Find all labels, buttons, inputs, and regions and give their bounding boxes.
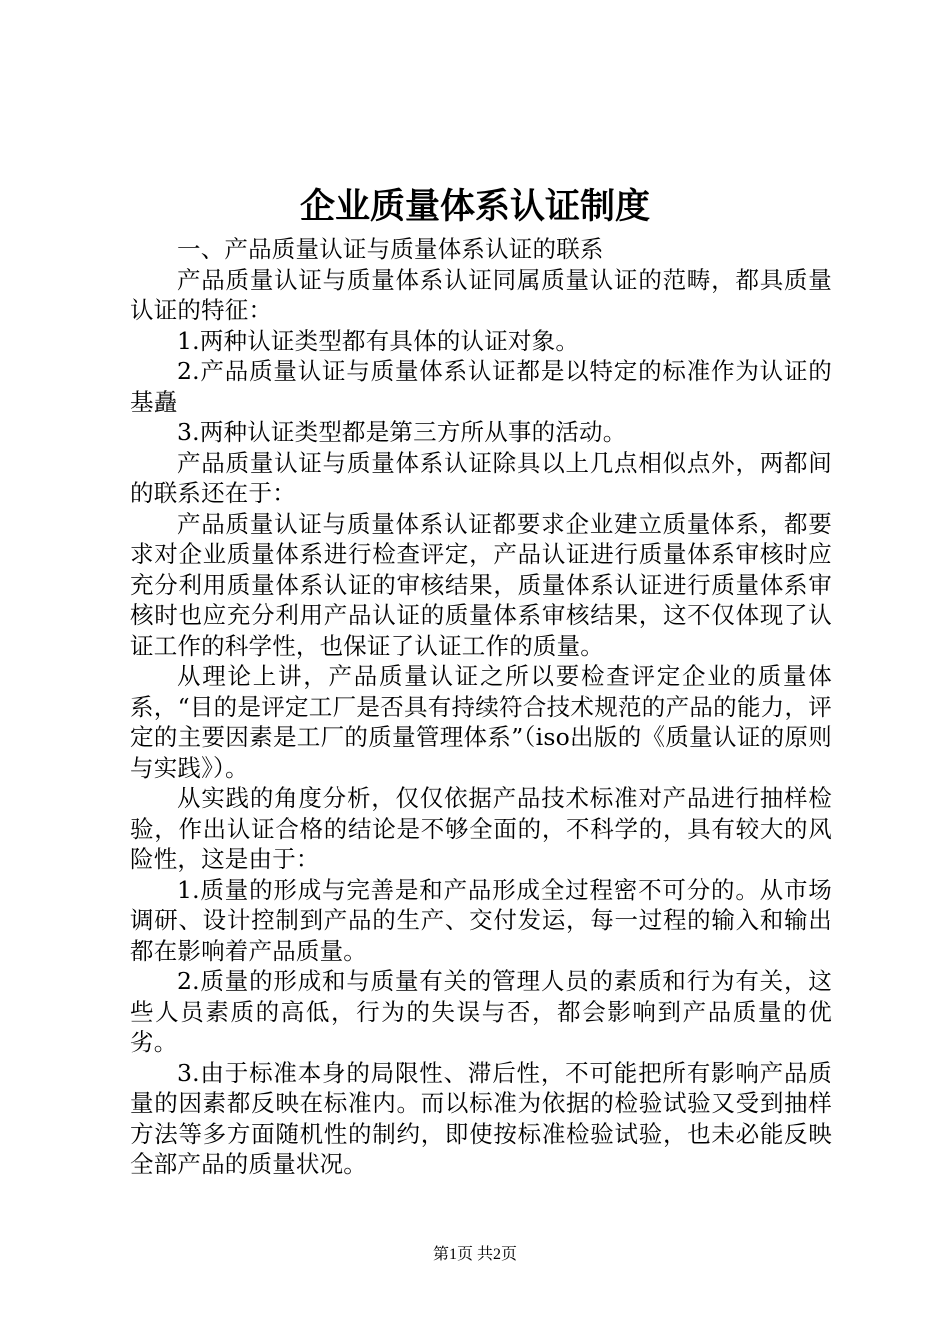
paragraph: 产品质量认证与质量体系认证同属质量认证的范畴，都具质量认证的特征： bbox=[130, 265, 832, 324]
document-body bbox=[130, 234, 832, 1180]
paragraph: 从实践的角度分析，仅仅依据产品技术标准对产品进行抽样检验，作出认证合格的结论是不够全面的，不科学的，具有较大的风险性，这是由于： bbox=[130, 784, 832, 873]
list-item: 1.质量的形成与完善是和产品形成全过程密不可分的。从市场调研、设计控制到产品的生产、交付发运，每一过程的输入和输出都在影响着产品质量。 bbox=[130, 875, 832, 965]
list-item: 3.两种认证类型都是第三方所从事的活动。 bbox=[177, 418, 627, 446]
paragraph: 产品质量认证与质量体系认证都要求企业建立质量体系，都要求对企业质量体系进行检查评定，产品认证进行质量体系审核时应充分利用质量体系认证的审核结果，质量体系认证进行质量体系审核时也应充分利用产品认证的质量体系审核结果，这不仅体现了认证工作的科学性，也保证了认证工作的质量。 bbox=[130, 509, 832, 660]
paragraph: 从理论上讲，产品质量认证之所以要检查评定企业的质量体系，“目的是评定工厂是否具有持续符合技术规范的产品的能力，评定的主要因素是工厂的质量管理体系”（iso出版的《质量认证的原则与实践》）。 bbox=[130, 662, 832, 782]
list-item: 2.产品质量认证与质量体系认证都是以特定的标准作为认证的基矗 bbox=[130, 357, 832, 416]
section-heading: 一、产品质量认证与质量体系认证的联系 bbox=[177, 235, 604, 263]
paragraph: 产品质量认证与质量体系认证除具以上几点相似点外，两都间的联系还在于： bbox=[130, 448, 832, 507]
list-item: 2.质量的形成和与质量有关的管理人员的素质和行为有关，这些人员素质的高低，行为的失误与否，都会影响到产品质量的优劣。 bbox=[130, 967, 832, 1056]
list-item: 3.由于标准本身的局限性、滞后性，不可能把所有影响产品质量的因素都反映在标准内。而以标准为依据的检验试验又受到抽样方法等多方面随机性的制约，即使按标准检验试验，也未必能反映全部产品的质量状况。 bbox=[130, 1058, 832, 1178]
document-title: 企业质量体系认证制度 bbox=[299, 186, 650, 227]
page-number-footer: 第1页 共2页 bbox=[432, 1246, 517, 1263]
list-item: 1.两种认证类型都有具体的认证对象。 bbox=[177, 326, 580, 355]
